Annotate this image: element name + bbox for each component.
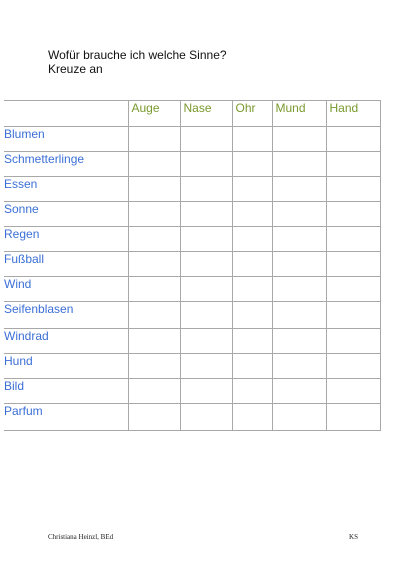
checkbox-cell[interactable]	[180, 404, 232, 431]
checkbox-cell[interactable]	[232, 202, 272, 227]
footer-author: Christiana Heinzl, BEd	[48, 533, 114, 541]
row-label-essen: Essen	[4, 177, 128, 202]
checkbox-cell[interactable]	[326, 177, 380, 202]
checkbox-cell[interactable]	[272, 202, 326, 227]
checkbox-cell[interactable]	[272, 302, 326, 329]
checkbox-cell[interactable]	[128, 329, 180, 354]
checkbox-cell[interactable]	[232, 152, 272, 177]
checkbox-cell[interactable]	[128, 379, 180, 404]
checkbox-cell[interactable]	[272, 277, 326, 302]
checkbox-cell[interactable]	[180, 202, 232, 227]
checkbox-cell[interactable]	[326, 404, 380, 431]
checkbox-cell[interactable]	[272, 127, 326, 152]
table-row	[4, 127, 380, 152]
row-label-fussball: Fußball	[4, 252, 128, 277]
checkbox-cell[interactable]	[272, 152, 326, 177]
checkbox-cell[interactable]	[180, 127, 232, 152]
column-header-mund: Mund	[272, 101, 326, 127]
checkbox-cell[interactable]	[180, 277, 232, 302]
row-label-bild: Bild	[4, 379, 128, 404]
checkbox-cell[interactable]	[128, 152, 180, 177]
row-label-sonne: Sonne	[4, 202, 128, 227]
checkbox-cell[interactable]	[232, 252, 272, 277]
checkbox-cell[interactable]	[272, 404, 326, 431]
checkbox-cell[interactable]	[128, 202, 180, 227]
checkbox-cell[interactable]	[272, 177, 326, 202]
checkbox-cell[interactable]	[232, 127, 272, 152]
checkbox-cell[interactable]	[128, 177, 180, 202]
column-header-ohr: Ohr	[232, 101, 272, 127]
checkbox-cell[interactable]	[326, 329, 380, 354]
checkbox-cell[interactable]	[180, 227, 232, 252]
row-label-regen: Regen	[4, 227, 128, 252]
checkbox-cell[interactable]	[180, 252, 232, 277]
checkbox-cell[interactable]	[232, 329, 272, 354]
footer-code: KS	[349, 533, 358, 541]
column-header-hand: Hand	[326, 101, 380, 127]
checkbox-cell[interactable]	[232, 404, 272, 431]
table-row	[4, 302, 380, 329]
table-row	[4, 152, 380, 177]
checkbox-cell[interactable]	[128, 404, 180, 431]
checkbox-cell[interactable]	[272, 227, 326, 252]
table-row	[4, 404, 380, 431]
checkbox-cell[interactable]	[128, 277, 180, 302]
checkbox-cell[interactable]	[326, 127, 380, 152]
checkbox-cell[interactable]	[272, 252, 326, 277]
row-label-parfum: Parfum	[4, 404, 128, 431]
worksheet-title	[48, 48, 348, 76]
title-instruction: Kreuze an	[48, 62, 103, 76]
checkbox-cell[interactable]	[232, 354, 272, 379]
checkbox-cell[interactable]	[128, 354, 180, 379]
header-corner-cell	[4, 101, 128, 127]
table-row	[4, 354, 380, 379]
checkbox-cell[interactable]	[232, 177, 272, 202]
checkbox-cell[interactable]	[180, 354, 232, 379]
checkbox-cell[interactable]	[128, 302, 180, 329]
row-label-windrad: Windrad	[4, 329, 128, 354]
table-header-row	[4, 101, 380, 127]
checkbox-cell[interactable]	[128, 227, 180, 252]
checkbox-cell[interactable]	[232, 277, 272, 302]
row-label-schmetterlinge: Schmetterlinge	[4, 152, 128, 177]
checkbox-cell[interactable]	[272, 379, 326, 404]
checkbox-cell[interactable]	[232, 227, 272, 252]
checkbox-cell[interactable]	[326, 354, 380, 379]
row-label-blumen: Blumen	[4, 127, 128, 152]
checkbox-cell[interactable]	[180, 177, 232, 202]
checkbox-cell[interactable]	[272, 329, 326, 354]
checkbox-cell[interactable]	[180, 329, 232, 354]
checkbox-cell[interactable]	[180, 302, 232, 329]
column-header-nase: Nase	[180, 101, 232, 127]
checkbox-cell[interactable]	[180, 379, 232, 404]
checkbox-cell[interactable]	[180, 152, 232, 177]
table-row	[4, 177, 380, 202]
column-header-auge: Auge	[128, 101, 180, 127]
checkbox-cell[interactable]	[232, 302, 272, 329]
checkbox-cell[interactable]	[326, 227, 380, 252]
checkbox-cell[interactable]	[232, 379, 272, 404]
checkbox-cell[interactable]	[128, 252, 180, 277]
checkbox-cell[interactable]	[326, 302, 380, 329]
checkbox-cell[interactable]	[326, 202, 380, 227]
checkbox-cell[interactable]	[326, 252, 380, 277]
checkbox-cell[interactable]	[326, 152, 380, 177]
checkbox-cell[interactable]	[272, 354, 326, 379]
row-label-hund: Hund	[4, 354, 128, 379]
row-label-wind: Wind	[4, 277, 128, 302]
checkbox-cell[interactable]	[326, 277, 380, 302]
table-row	[4, 252, 380, 277]
checkbox-cell[interactable]	[128, 127, 180, 152]
checkbox-cell[interactable]	[326, 379, 380, 404]
table-row	[4, 379, 380, 404]
senses-table	[4, 100, 381, 431]
table-row	[4, 329, 380, 354]
table-row	[4, 277, 380, 302]
table-row	[4, 202, 380, 227]
title-question: Wofür brauche ich welche Sinne?	[48, 48, 227, 62]
table-row	[4, 227, 380, 252]
row-label-seifenblasen: Seifenblasen	[4, 302, 128, 329]
